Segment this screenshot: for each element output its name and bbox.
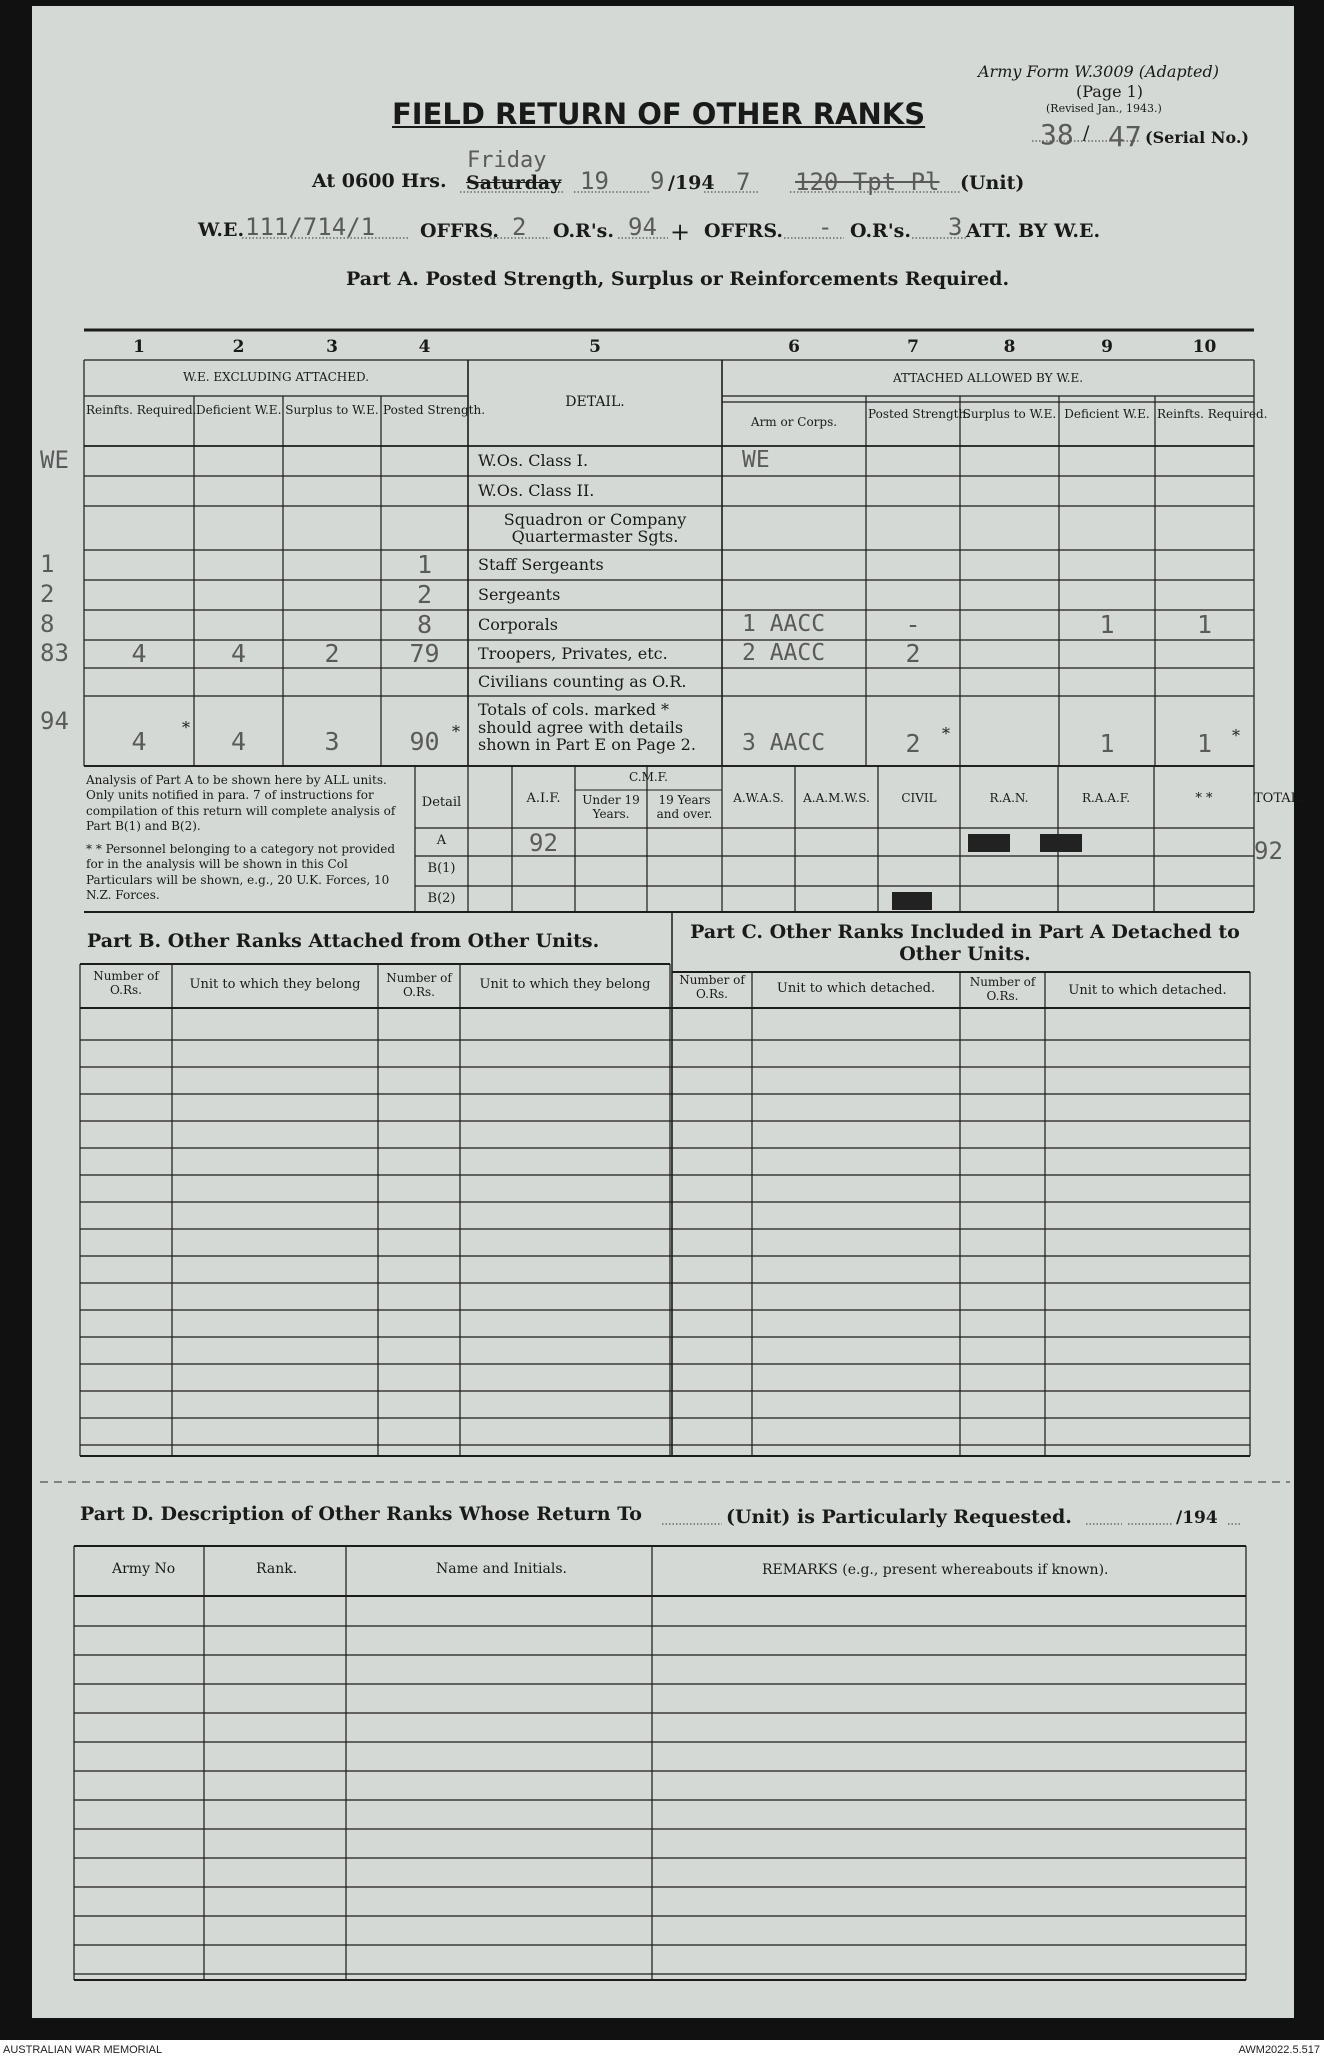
- redaction-raaf: [1040, 834, 1082, 852]
- detail-row-2: W.Os. Class II.: [478, 481, 595, 500]
- left-col-header-3: Surplus to W.E.: [285, 403, 379, 417]
- civil-header: CIVIL: [901, 791, 937, 805]
- left-col-header-2: Deficient W.E.: [196, 403, 282, 417]
- analysis-row-label-3: B(2): [427, 891, 456, 906]
- form-title: FIELD RETURN OF OTHER RANKS: [392, 97, 926, 131]
- column-number-9: 9: [1101, 337, 1113, 357]
- unit-value: 120 Tpt Pl: [795, 168, 940, 196]
- column-number-7: 7: [907, 337, 919, 357]
- part-b-title: Part B. Other Ranks Attached from Other Units.: [87, 930, 600, 952]
- col-7-row-7: 2: [905, 639, 921, 668]
- part-d-title: Part D. Description of Other Ranks Whose Return To: [80, 1503, 642, 1525]
- margin-figure-9: 94: [40, 707, 69, 735]
- detail-row-3: Squadron or Company Quartermaster Sgts.: [503, 510, 687, 547]
- margin-figure-4: 1: [40, 550, 55, 578]
- att-label: ATT. BY W.E.: [966, 220, 1101, 242]
- redaction-civil: [892, 892, 932, 910]
- we-value: 111/714/1: [245, 213, 376, 241]
- serial-number-b: 47: [1108, 120, 1142, 153]
- detail-header: DETAIL.: [565, 394, 625, 410]
- margin-figure-6: 8: [40, 610, 55, 638]
- part-b-unit-header-1: Unit to which they belong: [189, 977, 361, 992]
- we-label: W.E.: [198, 219, 245, 241]
- redaction-ran: [968, 834, 1010, 852]
- detail-row-7: Troopers, Privates, etc.: [478, 644, 668, 663]
- serial-number-a: 38: [1040, 118, 1074, 151]
- offrs-value-2: -: [818, 213, 833, 241]
- date-day: 19: [580, 167, 609, 195]
- offrs-label-2: OFFRS.: [704, 220, 783, 242]
- analysis-row-label-1: A: [436, 833, 447, 848]
- part-c-unit-header-2: Unit to which detached.: [1068, 983, 1227, 998]
- column-number-5: 5: [589, 337, 601, 357]
- part-c-number-header-1: Number of O.Rs.: [679, 973, 745, 1001]
- arm-corps-row-9: 3 AACC: [742, 730, 826, 756]
- col-4-row-9: 90: [409, 727, 440, 756]
- column-number-6: 6: [788, 337, 800, 357]
- part-c-unit-header-1: Unit to which detached.: [776, 981, 936, 996]
- plus-sign: +: [670, 218, 691, 246]
- ors-value: 94: [628, 213, 657, 241]
- detail-row-6: Corporals: [478, 615, 558, 634]
- part-d-army-no-header: Army No: [112, 1561, 176, 1577]
- part-c-number-header-2: Number of O.Rs.: [969, 975, 1036, 1003]
- ors-value-2: 3: [948, 213, 963, 241]
- totals-star-4: *: [1232, 726, 1240, 745]
- analysis-a-total: 92: [1254, 837, 1283, 865]
- serial-label: (Serial No.): [1145, 128, 1249, 147]
- analysis-note: Analysis of Part A to be shown here by ALL units. Only units notified in para. 7 of instructions for compilation of this return will complete analysis of Part B(1) and B(2).: [86, 773, 396, 834]
- right-col-header-9: Deficient W.E.: [1064, 407, 1150, 421]
- cmf-19-over-header: 19 Years and over.: [656, 793, 713, 821]
- unit-label: (Unit): [960, 172, 1025, 194]
- part-b-number-header-1: Number of O.Rs.: [93, 969, 159, 997]
- detail-row-4: Staff Sergeants: [478, 555, 604, 574]
- part-d-remarks-header: REMARKS (e.g., present whereabouts if known).: [762, 1562, 1109, 1578]
- col-4-row-6: 8: [416, 610, 433, 639]
- analysis-row-label-2: B(1): [427, 861, 456, 876]
- col-4-row-5: 2: [416, 580, 433, 609]
- right-col-header-10: Reinfts. Required.: [1157, 407, 1268, 421]
- part-d-title-2: (Unit) is Particularly Requested.: [726, 1506, 1072, 1528]
- archive-footer: [0, 2040, 1324, 2061]
- other-category-header: * *: [1195, 791, 1213, 806]
- offrs-value: 2: [512, 213, 527, 241]
- totals-star-1: *: [182, 718, 190, 737]
- column-number-10: 10: [1192, 337, 1217, 357]
- left-col-header-1: Reinfts. Required.: [86, 403, 197, 417]
- serial-slash: /: [1083, 122, 1090, 144]
- part-a-title: Part A. Posted Strength, Surplus or Reinforcements Required.: [346, 268, 1010, 290]
- column-number-1: 1: [133, 337, 145, 357]
- analysis-note-2: * * Personnel belonging to a category not provided for in the analysis will be shown in this Col Particulars will be shown, e.g., 20 U.K. Forces, 10 N.Z. Forces.: [86, 842, 396, 903]
- col-1-row-7: 4: [131, 639, 147, 668]
- page-number: (Page 1): [1076, 82, 1144, 101]
- offrs-label: OFFRS.: [420, 220, 499, 242]
- col-7-row-6: -: [905, 610, 921, 639]
- column-number-2: 2: [232, 337, 245, 357]
- left-col-header-4: Posted Strength.: [383, 403, 486, 417]
- col-3-row-9: 3: [324, 727, 340, 756]
- col-4-row-4: 1: [416, 550, 433, 579]
- group-attached-allowed: ATTACHED ALLOWED BY W.E.: [892, 371, 1084, 385]
- arm-corps-row-7: 2 AACC: [742, 640, 826, 666]
- ors-label-2: O.R's.: [850, 220, 911, 242]
- part-b-number-header-2: Number of O.Rs.: [386, 971, 452, 999]
- day-printed: Saturday: [466, 172, 562, 194]
- column-number-3: 3: [326, 337, 338, 357]
- margin-figure-1: WE: [40, 446, 69, 474]
- right-col-header-8: Surplus to W.E.: [962, 407, 1057, 421]
- group-we-excluding: W.E. EXCLUDING ATTACHED.: [182, 370, 370, 384]
- margin-figure-7: 83: [40, 639, 69, 667]
- aamws-header: A.A.M.W.S.: [803, 791, 870, 805]
- totals-star-3: *: [942, 724, 950, 743]
- right-col-header-6: Arm or Corps.: [750, 415, 838, 429]
- arm-corps-row-6: 1 AACC: [742, 611, 826, 637]
- totals-detail: Totals of cols. marked * should agree with details shown in Part E on Page 2.: [478, 700, 696, 755]
- part-b-unit-header-2: Unit to which they belong: [479, 977, 651, 992]
- col-4-row-7: 79: [409, 639, 440, 668]
- column-number-8: 8: [1003, 337, 1016, 357]
- at-hours-label: At 0600 Hrs.: [312, 170, 447, 192]
- date-month: 9: [650, 167, 665, 195]
- col-10-row-9: 1: [1196, 729, 1213, 758]
- footer-accession: AWM2022.5.517: [1238, 2044, 1320, 2056]
- ran-header: R.A.N.: [989, 791, 1029, 805]
- analysis-detail-header: Detail: [421, 795, 462, 810]
- ors-label: O.R's.: [553, 220, 614, 242]
- part-d-name-header: Name and Initials.: [436, 1561, 567, 1577]
- col-7-row-9: 2: [905, 729, 921, 758]
- analysis-a-aif: 92: [529, 829, 558, 857]
- col-2-row-9: 4: [230, 727, 247, 756]
- total-header: TOTAL.: [1254, 791, 1304, 806]
- cmf-under-19-header: Under 19 Years.: [582, 793, 640, 821]
- column-number-4: 4: [418, 337, 431, 357]
- part-d-year: /194: [1176, 1508, 1218, 1528]
- col-9-row-6: 1: [1099, 610, 1115, 639]
- part-c-title: Part C. Other Ranks Included in Part A Detached to Other Units.: [690, 921, 1240, 965]
- aif-header: A.I.F.: [526, 791, 561, 806]
- day-handwritten: Friday: [467, 148, 547, 173]
- awas-header: A.W.A.S.: [733, 791, 784, 805]
- revised-date: (Revised Jan., 1943.): [1046, 102, 1162, 115]
- arm-corps-row-1: WE: [742, 447, 770, 473]
- col-10-row-6: 1: [1196, 610, 1213, 639]
- margin-figure-5: 2: [40, 580, 55, 608]
- year-digit: 7: [736, 168, 751, 196]
- totals-star-2: *: [452, 722, 460, 741]
- col-1-row-9: 4: [131, 727, 147, 756]
- footer-credit: AUSTRALIAN WAR MEMORIAL: [3, 2044, 163, 2056]
- part-d-rank-header: Rank.: [256, 1561, 298, 1577]
- detail-row-8: Civilians counting as O.R.: [478, 672, 687, 691]
- col-2-row-7: 4: [230, 639, 247, 668]
- cmf-header: C.M.F.: [629, 770, 668, 784]
- detail-row-5: Sergeants: [478, 585, 561, 604]
- col-9-row-9: 1: [1099, 729, 1115, 758]
- raaf-header: R.A.A.F.: [1081, 791, 1131, 805]
- col-3-row-7: 2: [324, 639, 340, 668]
- year-prefix: /194: [668, 172, 715, 194]
- army-form-number: Army Form W.3009 (Adapted): [978, 62, 1220, 81]
- detail-row-1: W.Os. Class I.: [478, 451, 589, 470]
- right-col-header-7: Posted Strength.: [868, 407, 971, 421]
